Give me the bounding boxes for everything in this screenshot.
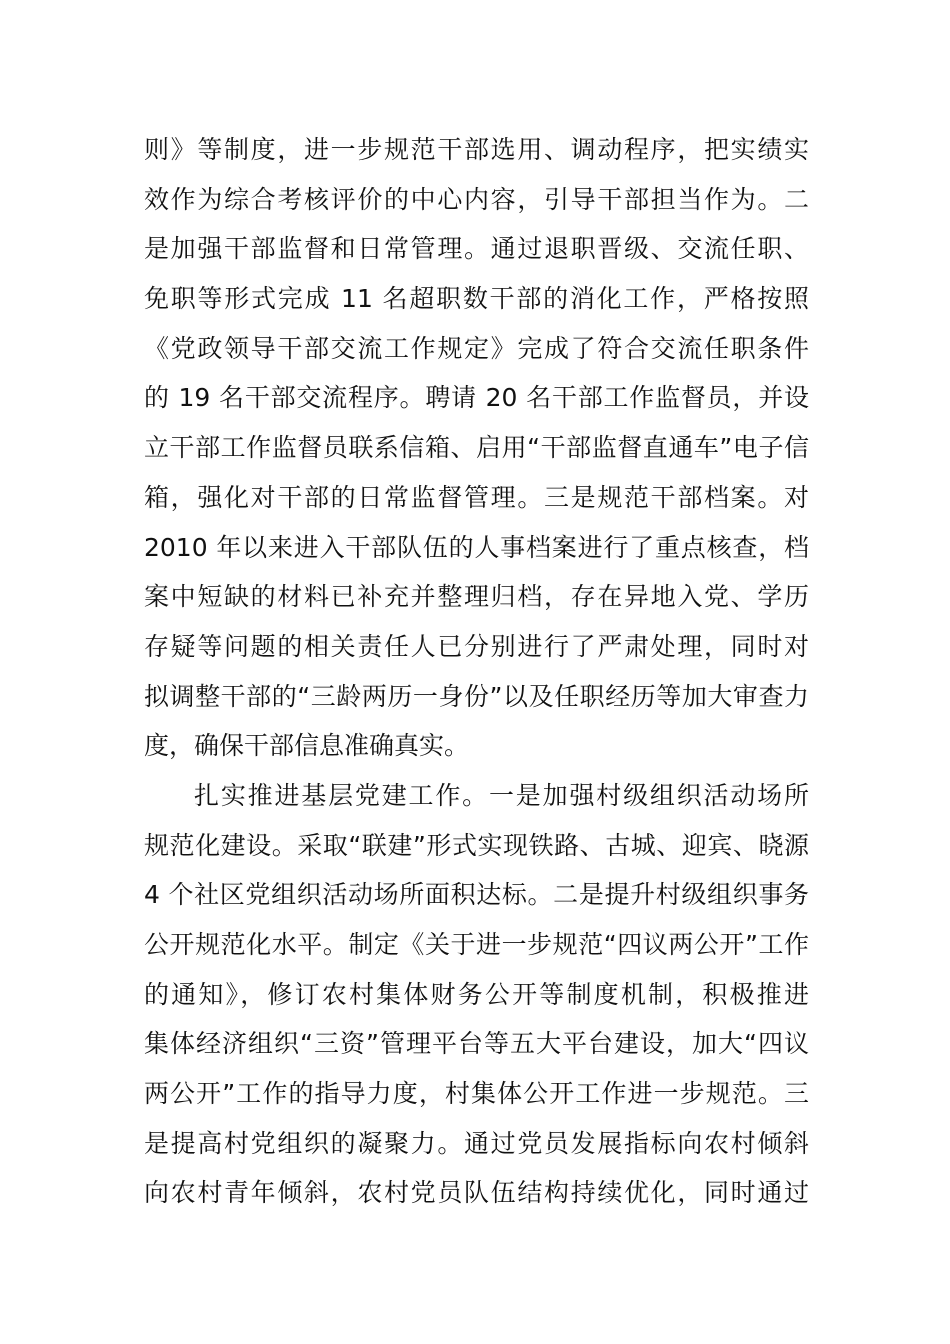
text-line: 规范化建设。采取“联建”形式实现铁路、古城、迎宾、晓源 [144, 830, 809, 860]
paragraph-2 [144, 771, 809, 1218]
text-line: 扎实推进基层党建工作。一是加强村级组织活动场所 [194, 780, 809, 810]
text-line: 是提高村党组织的凝聚力。通过党员发展指标向农村倾斜 [144, 1128, 809, 1158]
text-line: 2010 年以来进入干部队伍的人事档案进行了重点核查，档 [144, 532, 809, 562]
text-line: 拟调整干部的“三龄两历一身份”以及任职经历等加大审查力 [144, 681, 809, 711]
text-line: 的 19 名干部交流程序。聘请 20 名干部工作监督员，并设 [144, 383, 809, 413]
text-line: 免职等形式完成 11 名超职数干部的消化工作，严格按照 [144, 284, 809, 314]
text-line: 是加强干部监督和日常管理。通过退职晋级、交流任职、 [144, 234, 809, 264]
text-line: 案中短缺的材料已补充并整理归档，存在异地入党、学历 [144, 582, 809, 612]
text-line: 的通知》，修订农村集体财务公开等制度机制，积极推进 [144, 979, 809, 1009]
text-line: 集体经济组织“三资”管理平台等五大平台建设，加大“四议 [144, 1029, 809, 1059]
text-line: 箱，强化对干部的日常监督管理。三是规范干部档案。对 [144, 482, 809, 512]
paragraph-1 [144, 125, 809, 771]
text-line: 向农村青年倾斜，农村党员队伍结构持续优化，同时通过 [144, 1178, 809, 1208]
text-line: 公开规范化水平。制定《关于进一步规范“四议两公开”工作 [144, 930, 809, 959]
body-text [144, 125, 809, 1218]
text-line: 立干部工作监督员联系信箱、启用“干部监督直通车”电子信 [144, 433, 809, 463]
text-line: 4 个社区党组织活动场所面积达标。二是提升村级组织事务 [144, 880, 809, 910]
text-line: 效作为综合考核评价的中心内容，引导干部担当作为。二 [144, 184, 809, 214]
text-line: 两公开”工作的指导力度，村集体公开工作进一步规范。三 [144, 1079, 809, 1109]
text-line: 度，确保干部信息准确真实。 [144, 731, 470, 761]
text-line: 《党政领导干部交流工作规定》完成了符合交流任职条件 [144, 333, 809, 363]
text-line: 则》等制度，进一步规范干部选用、调动程序，把实绩实 [144, 135, 809, 164]
text-line: 存疑等问题的相关责任人已分别进行了严肃处理，同时对 [144, 631, 809, 661]
